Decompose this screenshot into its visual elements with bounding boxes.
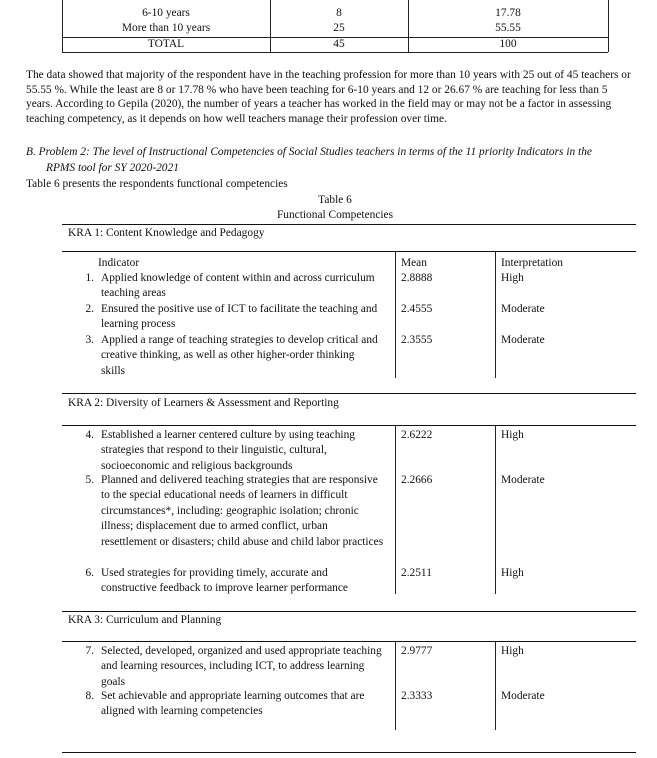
indicator-interpretation: Moderate [501, 690, 545, 702]
indicator-line: to the special educational needs of learners in difficult [101, 489, 348, 502]
indicator-line: strategies that respond to their linguistic, cultural, [101, 444, 327, 457]
row-percent: 55.55 [495, 22, 521, 34]
indicator-line: circumstances*, including: geographic isolation; chronic [101, 504, 359, 517]
indicator-interpretation: High [501, 567, 524, 579]
total-count: 45 [333, 38, 345, 50]
total-percent: 100 [499, 38, 517, 50]
row-percent: 17.78 [495, 7, 521, 19]
indicator-interpretation: High [501, 645, 524, 657]
row-count: 25 [333, 22, 345, 34]
indicator-mean: 2.8888 [401, 272, 433, 284]
indicator-interpretation: Moderate [501, 474, 545, 486]
indicator-number: 2. [85, 303, 94, 315]
indicator-line: socioeconomic and religious backgrounds [101, 459, 293, 472]
indicator-mean: 2.2666 [401, 474, 433, 486]
indicator-line: illness; displacement due to armed conflict, urban [101, 520, 328, 533]
indicator-text [101, 428, 393, 474]
indicator-line: Applied knowledge of content within and across curriculum [101, 272, 375, 284]
indicator-mean: 2.4555 [401, 303, 433, 315]
indicator-number: 7. [85, 645, 94, 657]
indicator-line: goals [101, 675, 126, 688]
discussion-paragraph [26, 68, 646, 126]
header-indicator: Indicator [98, 257, 140, 269]
kra-2-title: KRA 2: Diversity of Learners & Assessment and Reporting [68, 397, 339, 409]
indicator-text [101, 689, 393, 720]
indicator-text [101, 333, 393, 379]
indicator-line: and learning resources, including ICT, to address learning [101, 660, 365, 673]
indicator-mean: 2.3333 [401, 690, 433, 702]
indicator-mean: 2.3555 [401, 334, 433, 346]
indicator-line: learning process [101, 318, 176, 331]
kra-3-title: KRA 3: Curriculum and Planning [68, 614, 222, 626]
paragraph-line: teaching competency, as it depends on how well teachers manage their profession over time. [26, 112, 447, 125]
indicator-number: 6. [85, 567, 94, 579]
indicator-number: 5. [85, 474, 94, 486]
indicator-mean: 2.9777 [401, 645, 433, 657]
indicator-line: Applied a range of teaching strategies to develop critical and [101, 334, 378, 346]
row-label: 6-10 years [142, 7, 190, 19]
indicator-interpretation: High [501, 429, 524, 441]
indicator-text [101, 566, 393, 597]
paragraph-line: years. According to Gepila (2020), the number of years a teacher has worked in the field may or may not be a factor in assessing [26, 98, 612, 111]
indicator-text [101, 271, 393, 302]
indicator-mean: 2.6222 [401, 429, 433, 441]
indicator-line: Established a learner centered culture by using teaching [101, 429, 355, 441]
indicator-line: skills [101, 364, 126, 377]
indicator-mean: 2.2511 [401, 567, 432, 579]
table-caption: Functional Competencies [276, 209, 394, 221]
indicator-line: Used strategies for providing timely, accurate and [101, 567, 328, 579]
total-label: TOTAL [147, 38, 185, 50]
problem-heading-line1: B. Problem 2: The level of Instructional Competencies of Social Studies teachers in terms of the 11 priority Indicators in the [26, 146, 592, 158]
paragraph-line: The data showed that majority of the respondent have in the teaching profession for more than 10 years with 25 out of 45 teachers or [26, 69, 631, 81]
indicator-line: aligned with learning competencies [101, 705, 263, 718]
indicator-text [101, 302, 393, 333]
row-label: More than 10 years [121, 22, 211, 34]
indicator-line: creative thinking, as well as other higher-order thinking [101, 349, 355, 362]
indicator-number: 1. [85, 272, 94, 284]
table-intro: Table 6 presents the respondents functional competencies [26, 178, 288, 190]
indicator-line: resettlement or disasters; child abuse and child labor practices [101, 535, 384, 548]
row-count: 8 [336, 7, 342, 19]
kra-1-title: KRA 1: Content Knowledge and Pedagogy [68, 227, 265, 239]
indicator-number: 8. [85, 690, 94, 702]
indicator-number: 3. [85, 334, 94, 346]
indicator-interpretation: High [501, 272, 524, 284]
indicator-line: Set achievable and appropriate learning outcomes that are [101, 690, 365, 702]
table-number: Table 6 [318, 194, 352, 206]
paragraph-line: 55.55 %. While the least are 8 or 17.78 % who have been teaching for 6-10 years and 12 or 26.67 % are teaching for less than 5 [26, 83, 608, 96]
header-interpretation: Interpretation [501, 257, 563, 269]
indicator-line: teaching areas [101, 287, 166, 300]
indicator-interpretation: Moderate [501, 334, 545, 346]
header-mean: Mean [401, 257, 427, 269]
indicator-text [101, 644, 393, 690]
indicator-text [101, 473, 393, 550]
indicator-line: Planned and delivered teaching strategies that are responsive [101, 474, 378, 486]
indicator-interpretation: Moderate [501, 303, 545, 315]
indicator-number: 4. [85, 429, 94, 441]
indicator-line: constructive feedback to improve learner performance [101, 582, 348, 595]
indicator-line: Ensured the positive use of ICT to facilitate the teaching and [101, 303, 378, 315]
problem-heading-line2: RPMS tool for SY 2020-2021 [46, 162, 179, 174]
indicator-line: Selected, developed, organized and used appropriate teaching [101, 645, 382, 657]
